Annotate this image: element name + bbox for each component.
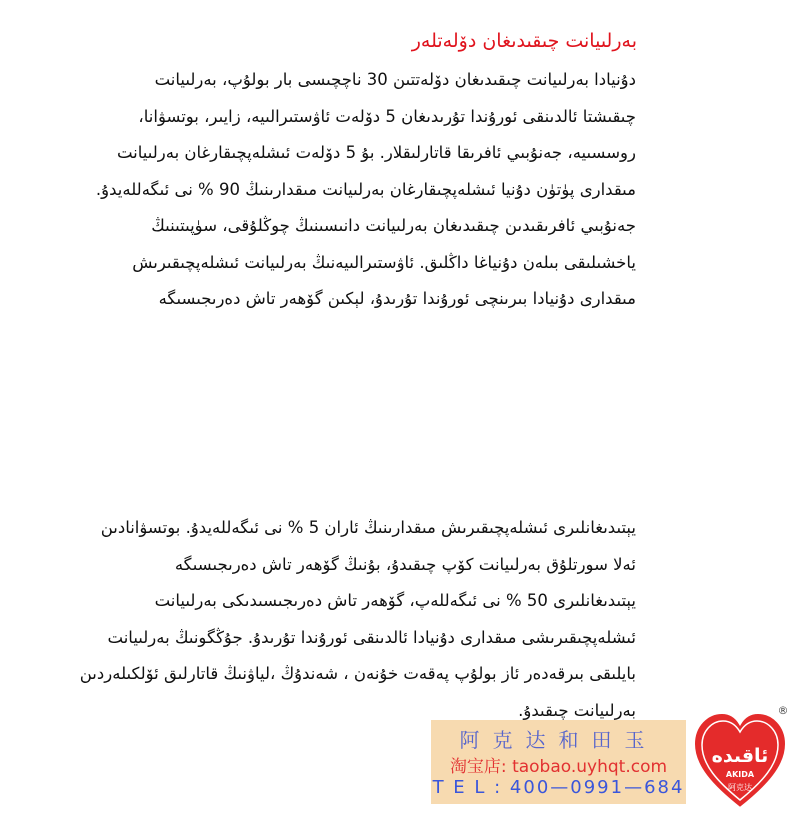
logo-script-text: ئاقىدە (711, 745, 769, 767)
text-line: جەنۇبىي ئافرىقىدىن چىقىدىغان بەرلىيانت دانىسىنىڭ چوڭلۇقى، سۈپىتىنىڭ (151, 216, 636, 235)
shop-url: 淘宝店: taobao.uyhqt.com (449, 757, 668, 777)
text-line: بايلىقى بىرقەدەر ئاز بولۇپ پەقەت خۇنەن ، شەندۇڭ ،لياۋنىڭ قاتارلىق ئۆلكىلەردىن (79, 664, 636, 683)
paragraph-2 (79, 510, 636, 729)
text-line: يېتىدىغانلىرى 50 % نى ئىگەللەپ، گۆھەر تاش دەرىجىسىدىكى بەرلىيانت (154, 591, 636, 610)
text-line: دۇنيادا بەرلىيانت چىقىدىغان دۆلەتتىن 30 ناچچىسى بار بولۇپ، بەرلىيانت (154, 70, 636, 89)
text-line: ئەلا سورتلۇق بەرلىيانت كۆپ چىقىدۇ، بۇنىڭ گۆھەر تاش دەرىجىسىگە (174, 554, 636, 574)
paragraph-1 (95, 62, 636, 318)
text-line: يېتىدىغانلىرى ئىشلەپچىقىرىش مىقدارىنىڭ ئاران 5 % نى ئىگەللەيدۇ. بوتسۋانادىن (100, 518, 636, 537)
shop-phone: T E L : 400—0991—684 (432, 777, 685, 798)
text-line: بەرلىيانت چىقىدۇ. (518, 700, 636, 720)
text-line: مىقدارى پۈتۈن دۇنيا ئىشلەپچىقارغان بەرلىيانت مىقدارىنىڭ 90 % نى ئىگەللەيدۇ. (95, 179, 636, 199)
registered-mark: ® (777, 704, 789, 717)
text-line: مىقدارى دۇنيادا بىرىنچى ئورۇندا تۇرىدۇ، لېكىن گۆھەر تاش دەرىجىسىگە (158, 289, 636, 308)
heart-logo-icon (690, 700, 790, 818)
text-line: روسسىيە، جەنۇبىي ئافرىقا قاتارلىقلار. بۇ 5 دۆلەت ئىشلەپچىقارغان بەرلىيانت (116, 143, 636, 162)
document-title: بەرلىيانت چىقىدىغان دۆلەتلەر (411, 30, 637, 52)
shop-watermark (431, 720, 686, 804)
shop-name: 阿克达和田玉 (459, 728, 658, 752)
akida-logo (690, 700, 790, 818)
text-line: ئىشلەپچىقىرىشى مىقدارى دۇنيادا ئالدىنقى ئورۇندا تۇرىدۇ. جۇڭگونىڭ بەرلىيانت (107, 627, 636, 647)
logo-latin-text: AKIDA (725, 770, 755, 779)
text-line: چىقىشتا ئالدىنقى ئورۇندا تۇرىدىغان 5 دۆلەت ئاۋستىرالىيە، زايىر، بوتسۋانا، (138, 106, 636, 126)
logo-chinese-text: 阿克达 (728, 783, 752, 792)
text-line: ياخشىلىقى بىلەن دۇنياغا داڭلىق. ئاۋستىرالىيەنىڭ بەرلىيانت ئىشلەپچىقىرىش (132, 252, 636, 272)
